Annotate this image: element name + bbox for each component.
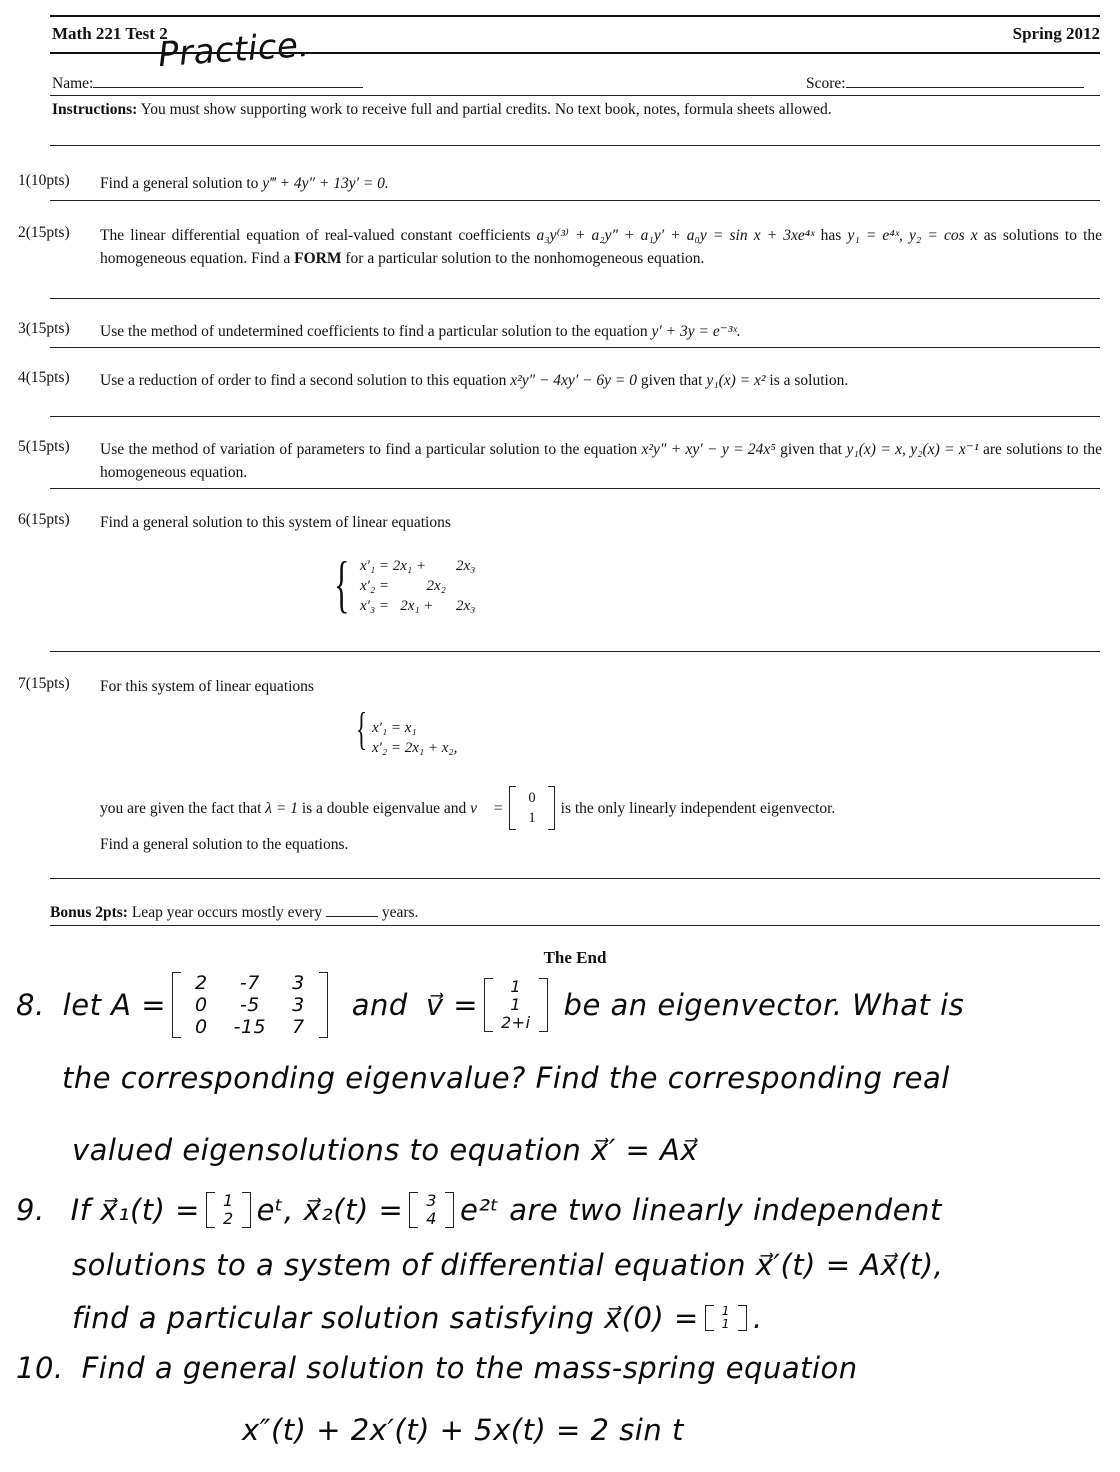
vector-entry: 1 [721, 1304, 730, 1318]
q7-vec-entry: 1 [528, 810, 536, 826]
q7-system [372, 718, 457, 758]
q8-line1 [16, 972, 964, 1038]
matrix-cell: 0 [195, 1016, 208, 1038]
bonus-text-a: Leap year occurs mostly every [131, 904, 323, 921]
top-rule [50, 15, 1100, 17]
bonus-answer-blank[interactable] [326, 916, 378, 917]
q7-text-e: Find a general solution to the equations. [100, 836, 349, 853]
q10-equation: x″(t) + 2x′(t) + 5x(t) = 2 sin t [242, 1413, 684, 1447]
q7-eq1: x′₁ = x₁ [372, 720, 417, 736]
q8-vector-label: v⃗ = [425, 988, 478, 1022]
q6-brace: { [334, 548, 350, 619]
the-end-label: The End [543, 948, 607, 967]
q5-equation: x²y″ + xy′ − y = 24x⁵ [641, 441, 776, 458]
q9-vector-1 [206, 1192, 251, 1228]
q10-line1 [16, 1348, 858, 1388]
q7-text: For this system of linear equations [100, 678, 314, 695]
q8-number: 8. [16, 988, 45, 1022]
name-rule [50, 95, 1100, 96]
q3-text [100, 320, 1102, 343]
score-label: Score: [806, 75, 846, 92]
q6-rule [50, 651, 1100, 652]
vector-entry: 1 [510, 995, 522, 1014]
q9-x1-label: If x⃗₁(t) = [70, 1193, 200, 1227]
matrix-cell: -15 [233, 1016, 267, 1038]
q7-given [100, 786, 835, 830]
q9-text-c: e²ᵗ are two linearly independent [459, 1193, 942, 1227]
q4-rule [50, 416, 1100, 417]
matrix-cell: 3 [292, 994, 305, 1016]
q5-number: 5(15pts) [18, 438, 70, 455]
q9-line2: solutions to a system of differential equation x⃗′(t) = Ax⃗(t), [72, 1248, 944, 1282]
q6-eq2: x′₂ = 2x₂ [360, 578, 446, 594]
q2-prompt: The linear differential equation of real-valued constant coefficients [100, 227, 537, 244]
q1-text [100, 172, 1102, 195]
q1-equation: y‴ + 4y″ + 13y′ = 0. [262, 175, 389, 192]
q6-number: 6(15pts) [18, 511, 70, 528]
q8-line2: the corresponding eigenvalue? Find the corresponding real [62, 1061, 950, 1095]
name-blank[interactable] [93, 73, 363, 88]
q7-text-b: you are given the fact that [100, 799, 262, 817]
bonus-question [50, 901, 418, 924]
instructions-rule [50, 145, 1100, 146]
q7-number: 7(15pts) [18, 675, 70, 692]
q5-text-b: given that [775, 441, 847, 458]
q8-vector-v [484, 978, 548, 1032]
q4-given: y₁(x) = x² [706, 372, 766, 389]
q2-text-c: as solutions to the homogeneous equation. Find a [100, 227, 1103, 267]
q7-vec-entry: 0 [528, 790, 536, 806]
q10-number: 10. [16, 1351, 64, 1385]
q3-number: 3(15pts) [18, 320, 70, 337]
q2-solutions: y₁ = e⁴ˣ, y₂ = cos x [847, 227, 978, 244]
vector-entry: 2 [222, 1209, 234, 1228]
q2-number: 2(15pts) [18, 224, 70, 241]
q5-text [100, 438, 1102, 484]
q6-text: Find a general solution to this system of linear equations [100, 514, 451, 531]
q1-prompt: Find a general solution to [100, 175, 263, 192]
q5-given: y₁(x) = x, y₂(x) = x⁻¹ [846, 441, 979, 458]
q2-text [100, 224, 1102, 270]
vector-entry: 3 [426, 1191, 437, 1210]
q8-line3: valued eigensolutions to equation x⃗′ = Ax⃗ [72, 1133, 699, 1167]
bonus-label: Bonus 2pts: [50, 904, 128, 921]
matrix-cell: 2 [195, 972, 208, 994]
matrix-cell: -7 [239, 972, 260, 994]
q9-period: . [752, 1301, 763, 1335]
q2-equation: a₃y⁽³⁾ + a₂y″ + a₁y′ + a₀y = sin x + 3xe⁴ˣ [536, 227, 815, 244]
q4-equation: x²y″ − 4xy′ − 6y = 0 [510, 372, 638, 389]
bonus-text-b: years. [381, 904, 419, 921]
score-blank[interactable] [846, 73, 1084, 88]
name-handwritten: Practice. [156, 24, 311, 76]
q5-rule [50, 488, 1100, 489]
vector-entry: 1 [510, 977, 522, 996]
name-label: Name: [52, 75, 94, 92]
q2-form-bold: FORM [294, 250, 342, 267]
matrix-cell: -5 [239, 994, 260, 1016]
q8-and: and [351, 988, 408, 1022]
q6-system [360, 556, 475, 616]
q1-number: 1(10pts) [18, 172, 70, 189]
term-label: Spring 2012 [1012, 24, 1100, 43]
q7-eigenvector [509, 786, 554, 830]
q9-initial-vector [705, 1305, 747, 1331]
q9-number: 9. [16, 1193, 45, 1227]
q6-eq3: x′₃ = 2x₁ + 2x₃ [360, 598, 476, 614]
matrix-cell: 7 [292, 1016, 305, 1038]
q9-line1 [16, 1190, 942, 1230]
instructions-text: You must show supporting work to receive full and partial credits. No text book, notes, formula sheets allowed. [140, 101, 832, 118]
vector-entry: 1 [222, 1191, 234, 1210]
q4-text [100, 369, 1102, 392]
q9-vector-2 [409, 1192, 454, 1228]
q9-line3 [72, 1298, 763, 1338]
q4-number: 4(15pts) [18, 369, 70, 386]
q9-text-line3: find a particular solution satisfying x⃗(0) = [72, 1301, 699, 1335]
q7-text-c: is a double eigenvalue and [301, 799, 467, 817]
q7-eq2: x′₂ = 2x₁ + x₂, [372, 740, 458, 756]
q2-rule [50, 298, 1100, 299]
q5-prompt: Use the method of variation of parameters to find a particular solution to the equation [100, 441, 642, 458]
q3-rule [50, 347, 1100, 348]
q8-text-c: be an eigenvector. What is [563, 988, 965, 1022]
q7-vector-label: v⃗ = [470, 799, 504, 817]
score-field [806, 72, 1084, 95]
q4-text-c: is a solution. [765, 372, 849, 389]
bonus-rule [50, 925, 1100, 926]
matrix-cell: 3 [292, 972, 305, 994]
q6-eq1: x′₁ = 2x₁ + 2x₃ [360, 558, 476, 574]
vector-entry: 1 [721, 1317, 730, 1331]
instructions-label: Instructions: [52, 101, 138, 118]
q4-text-b: given that [637, 372, 707, 389]
instructions [52, 98, 1102, 121]
q9-x2-label: eᵗ, x⃗₂(t) = [256, 1193, 404, 1227]
vector-entry: 2+i [501, 1013, 531, 1032]
q5-text-c: are solutions to the homogeneous equation. [100, 441, 1102, 481]
q2-text-b: has [814, 227, 848, 244]
q7-rule [50, 878, 1100, 879]
q7-text-d: is the only linearly independent eigenvector. [560, 799, 836, 817]
q8-let-a: let A = [62, 988, 167, 1022]
q8-matrix-a [172, 972, 328, 1038]
vector-entry: 4 [426, 1209, 437, 1228]
q3-prompt: Use the method of undetermined coefficients to find a particular solution to the equation [100, 323, 652, 340]
course-title: Math 221 Test 2 [52, 24, 168, 43]
q10-text: Find a general solution to the mass-spring equation [81, 1351, 858, 1385]
q4-prompt: Use a reduction of order to find a second solution to this equation [100, 372, 511, 389]
q7-brace: { [356, 703, 368, 754]
q2-text-d: for a particular solution to the nonhomogeneous equation. [341, 250, 705, 267]
q7-eigenvalue: λ = 1 [265, 799, 298, 817]
q3-equation: y′ + 3y = e⁻³ˣ. [651, 323, 741, 340]
matrix-cell: 0 [195, 994, 208, 1016]
name-field [52, 72, 363, 95]
q1-rule [50, 200, 1100, 201]
